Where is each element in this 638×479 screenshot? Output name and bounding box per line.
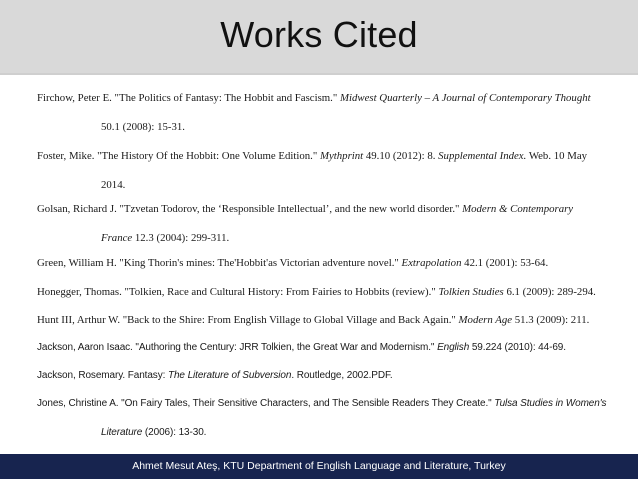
reference-source: Modern & Contemporary [462, 203, 574, 215]
footer-bar [0, 454, 638, 479]
reference-text: 51.3 (2009): 211. [512, 314, 590, 326]
reference-text: Jones, Christine A. "On Fairy Tales, Their Sensitive Characters, and The Sensible Readers They Create." [37, 398, 495, 409]
reference-text: Foster, Mike. "The History Of the Hobbit: One Volume Edition." [37, 150, 320, 162]
reference-text: 49.10 (2012): 8. [363, 150, 439, 162]
reference-source: Tolkien Studies [438, 286, 504, 298]
reference-text: 6.1 (2009): 289-294. [503, 286, 596, 298]
reference-text: 42.1 (2001): 53-64. [461, 257, 549, 269]
reference-continuation: 2014. [101, 179, 126, 191]
reference-text: Green, William H. "King Thorin's mines: The'Hobbit'as Victorian adventure novel." [37, 257, 402, 269]
reference-text: Golsan, Richard J. "Tzvetan Todorov, the ‘Responsible Intellectual’, and the new world disorder." [37, 203, 463, 215]
reference-source: The Literature of Subversion [167, 370, 292, 381]
reference-text: Web. 10 May [526, 150, 588, 162]
reference-source: Mythprint [319, 150, 364, 162]
reference-text: Jackson, Rosemary. Fantasy: [37, 370, 168, 381]
reference-text: Firchow, Peter E. "The Politics of Fantasy: The Hobbit and Fascism." [37, 92, 340, 104]
reference-source: Literature [101, 427, 143, 438]
footer-text: Ahmet Mesut Ateş, KTU Department of English Language and Literature, Turkey [132, 460, 506, 472]
reference-text: . Routledge, 2002.PDF. [291, 370, 393, 381]
reference-text: 59.224 (2010): 44-69. [469, 342, 566, 353]
slide-title: Works Cited [220, 14, 418, 55]
title-bar [0, 0, 638, 74]
reference-source: Modern Age [458, 314, 513, 326]
reference-continuation: (2006): 13-30. [142, 427, 207, 438]
reference-source: Extrapolation [401, 257, 462, 269]
reference-continuation: 12.3 (2004): 299-311. [132, 232, 230, 244]
reference-database: Supplemental Index. [438, 150, 527, 162]
reference-text: Honegger, Thomas. "Tolkien, Race and Cultural History: From Fairies to Hobbits (review)." [37, 286, 439, 298]
reference-text: Hunt III, Arthur W. "Back to the Shire: From English Village to Global Village and Back Again." [37, 314, 459, 326]
reference-source: Midwest Quarterly – A Journal of Contemporary Thought [340, 92, 591, 104]
reference-source: France [101, 232, 133, 244]
reference-continuation: 50.1 (2008): 15-31. [101, 121, 185, 133]
reference-text: Jackson, Aaron Isaac. "Authoring the Century: JRR Tolkien, the Great War and Modernism." [37, 342, 438, 353]
reference-source: Tulsa Studies in Women's [494, 398, 607, 409]
reference-source: English [437, 342, 470, 353]
